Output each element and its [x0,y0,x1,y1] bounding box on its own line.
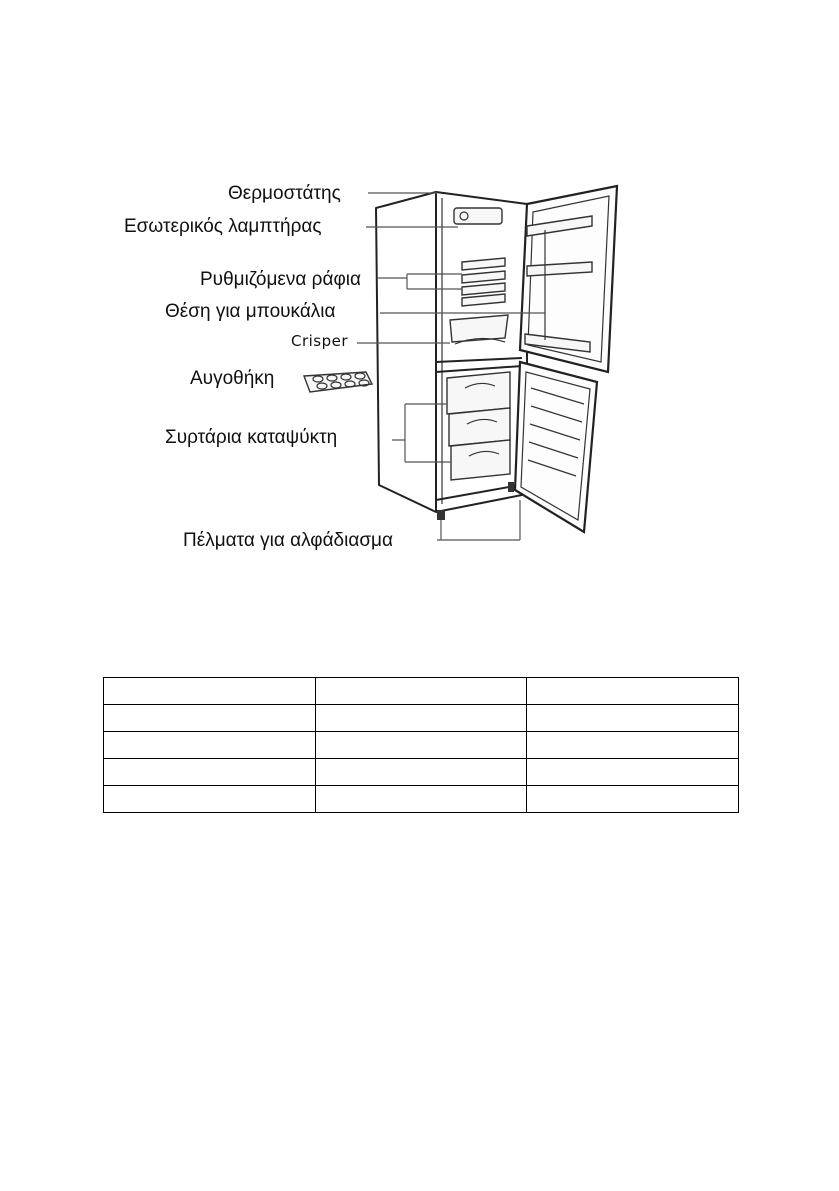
spec-table [103,677,739,813]
table-cell [104,705,316,732]
table-cell [104,678,316,705]
table-cell [527,678,739,705]
table-cell [104,732,316,759]
table-cell [104,786,316,813]
egg-tray [304,372,372,392]
label-freezer-drawers: Συρτάρια καταψύκτη [165,427,338,448]
freezer-door [515,362,597,532]
label-egg-tray: Αυγοθήκη [190,368,275,389]
table-cell [316,705,527,732]
label-leveling-feet: Πέλματα για αλφάδιασμα [183,530,393,551]
table-cell [527,759,739,786]
fridge-door [520,186,617,372]
table-cell [104,759,316,786]
label-interior-lamp: Εσωτερικός λαμπτήρας [124,216,322,237]
table-row [104,786,739,813]
table-cell [527,705,739,732]
table-row [104,732,739,759]
table-cell [316,678,527,705]
table-row [104,759,739,786]
table-cell [527,786,739,813]
fridge-cabinet [376,192,527,520]
label-crisper: Crisper [291,332,349,350]
label-bottle-rack: Θέση για μπουκάλια [165,301,336,322]
table-cell [316,759,527,786]
table-cell [316,732,527,759]
label-adjustable-shelves: Ρυθμιζόμενα ράφια [200,269,361,290]
table-row [104,678,739,705]
table-row [104,705,739,732]
table-cell [316,786,527,813]
label-thermostat: Θερμοστάτης [228,183,341,204]
table-cell [527,732,739,759]
